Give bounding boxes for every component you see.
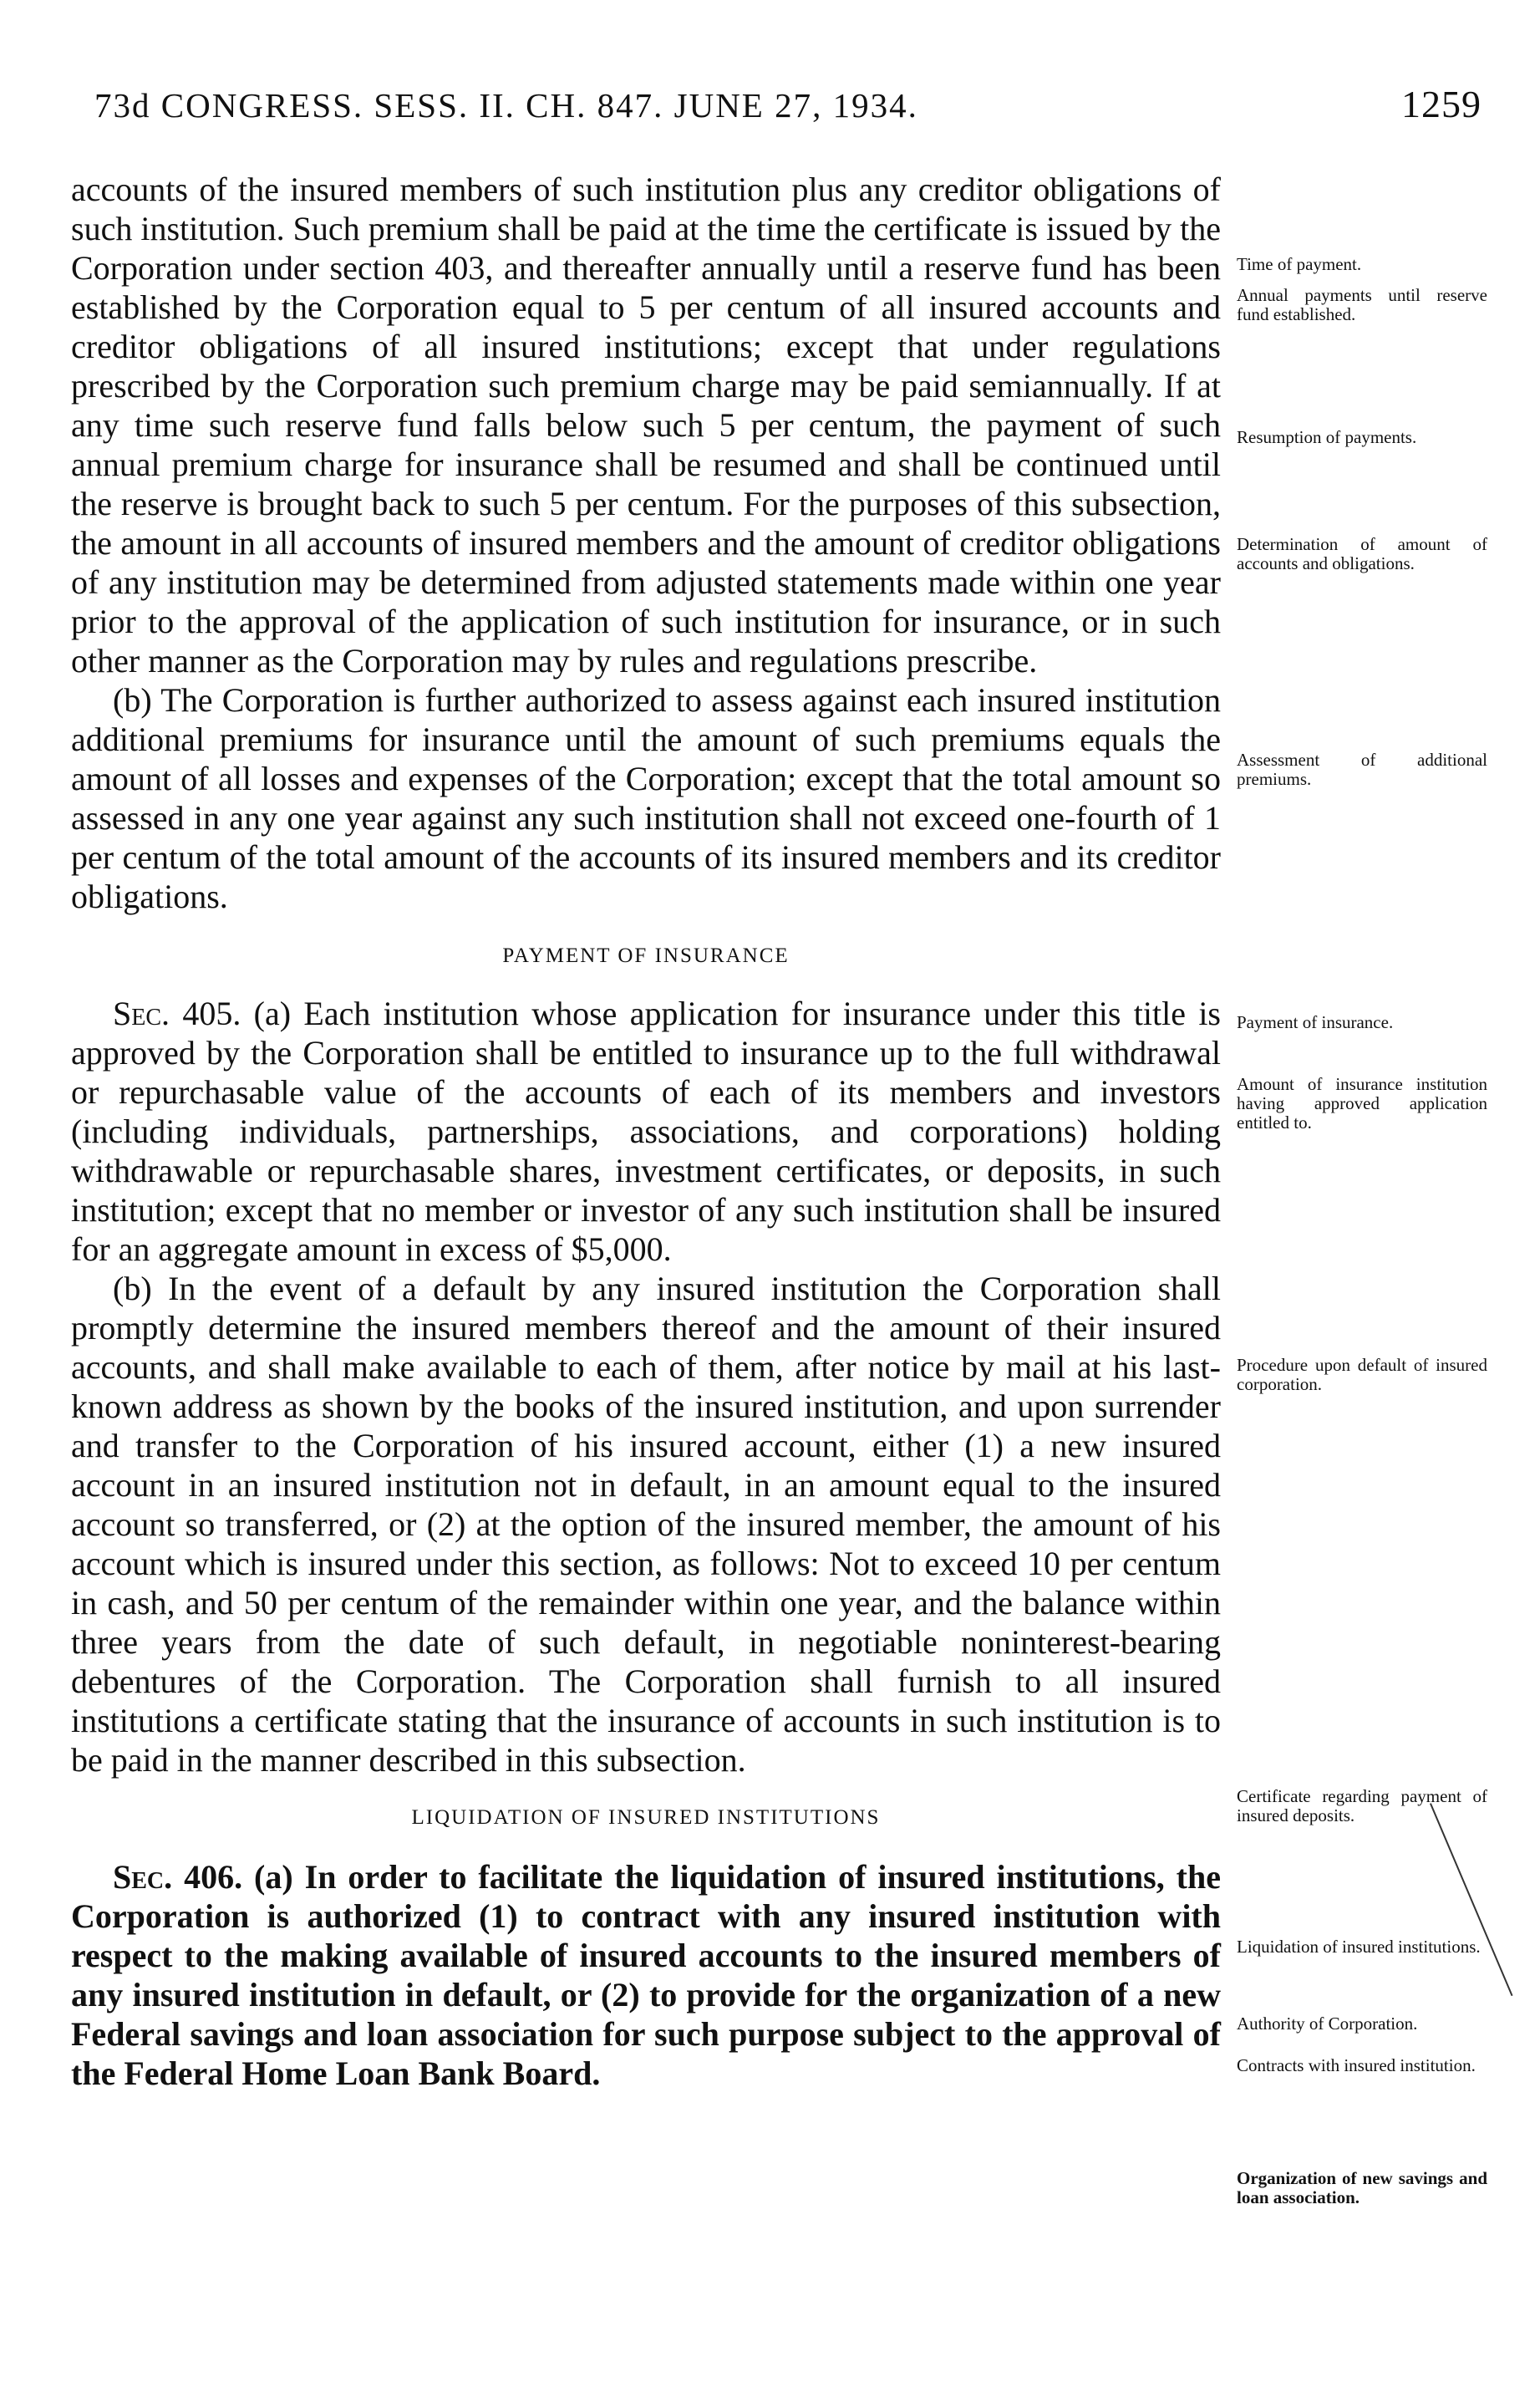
paragraph-additional-premiums: (b) The Corporation is further authorized to assess against each insured institution additional premiums for insurance until the amount of such premiums equals the amount of all losses and expenses of the Corporation; except that the total amount so assessed in any one year against any such institution shall not exceed one-fourth of 1 per centum of the total amount of the accounts of its insured members and its creditor obligations. — [71, 681, 1221, 915]
margin-note-contracts: Contracts with insured institution. — [1237, 2055, 1476, 2075]
margin-note-payment-of-insurance: Payment of insurance. — [1237, 1012, 1394, 1032]
margin-note-assessment: Assessment of additional premiums. — [1237, 750, 1487, 789]
paragraph-section-405a — [71, 994, 1221, 1269]
section-406-label: Sec. 406. — [113, 1858, 243, 1896]
section-406a-text: (a) In order to facilitate the liquidation of insured institutions, the Corporation is authorized (1) to contract with any insured institution with respect to the making available of insured accounts to the insured members of any insured institution in default, or (2) to provide for the organization of a new Federal savings and loan association for such purpose subject to the approval of the Federal Home Loan Bank Board. — [71, 1858, 1221, 2092]
margin-note-time-of-payment: Time of payment. — [1237, 254, 1362, 274]
heading-liquidation: LIQUIDATION OF INSURED INSTITUTIONS — [411, 1806, 881, 1829]
page-number: 1259 — [1401, 83, 1482, 125]
margin-note-procedure-on-default: Procedure upon default of insured corporation. — [1237, 1355, 1487, 1394]
margin-note-annual-payments: Annual payments until reserve fund established. — [1237, 285, 1487, 324]
margin-note-amount-of-insurance: Amount of insurance institution having approved application entitled to. — [1237, 1074, 1487, 1133]
heading-payment-of-insurance: PAYMENT OF INSURANCE — [502, 944, 790, 967]
paragraph-premium-payment: accounts of the insured members of such institution plus any creditor obligations of such institution. Such premium shall be paid at the time the certificate is issued by the Corporation under section 403, and thereafter annually until a reserve fund has been established by the Corporation equal to 5 per centum of all insured accounts and creditor obligations of all insured institutions; except that under regulations prescribed by the Corporation such premium charge may be paid semiannually. If at any time such reserve fund falls below such 5 per centum, the payment of such annual premium charge for insurance shall be resumed and shall be continued until the reserve is brought back to such 5 per centum. For the purposes of this subsection, the amount in all accounts of insured members and the amount of creditor obligations of any institution may be determined from adjusted statements made within one year prior to the approval of the application of such institution for insurance, or in such other manner as the Corporation may by rules and regulations prescribe. — [71, 171, 1221, 680]
running-title: 73d CONGRESS. SESS. II. CH. 847. JUNE 27, 1934. — [94, 86, 918, 125]
margin-note-resumption: Resumption of payments. — [1237, 427, 1417, 447]
section-405-label: Sec. 405. — [113, 995, 241, 1032]
margin-connector-line — [1430, 1803, 1513, 1996]
paragraph-section-406a — [71, 1857, 1221, 2093]
margin-note-liquidation: Liquidation of insured institutions. — [1237, 1937, 1481, 1957]
paragraph-section-405b: (b) In the event of a default by any insured institution the Corporation shall promptly determine the insured members thereof and the amount of their insured accounts, and shall make available to each of them, after notice by mail at his last-known address as shown by the books of the insured institution, and upon surrender and transfer to the Corporation of his insured account, either (1) a new insured account in an insured institution not in default, in an amount equal to the insured account so transferred, or (2) at the option of the insured member, the amount of his account which is insured under this section, as follows: Not to exceed 10 per centum in cash, and 50 per centum of the remainder within one year, and the balance within three years from the date of such default, in negotiable noninterest-bearing debentures of the Corporation. The Corporation shall furnish to all insured institutions a certificate stating that the insurance of accounts in such institution is to be paid in the manner described in this subsection. — [71, 1270, 1221, 1779]
margin-note-organization: Organization of new savings and loan association. — [1237, 2168, 1487, 2207]
margin-note-certificate: Certificate regarding payment of insured deposits. — [1237, 1786, 1487, 1825]
main-text — [71, 170, 1221, 2093]
section-405a-text: (a) Each institution whose application for insurance under this title is approved by the Corporation shall be entitled to insurance up to the full withdrawal or repurchasable value of the accounts of each of its members and investors (including individuals, partnerships, associations, and corporations) holding withdrawable or repurchasable shares, investment certificates, or deposits, in such institution; except that no member or investor of any such institution shall be insured for an aggregate amount in excess of $5,000. — [71, 995, 1221, 1268]
running-header — [94, 85, 1482, 135]
margin-note-authority: Authority of Corporation. — [1237, 2014, 1418, 2034]
margin-note-determination: Determination of amount of accounts and obligations. — [1237, 534, 1487, 573]
